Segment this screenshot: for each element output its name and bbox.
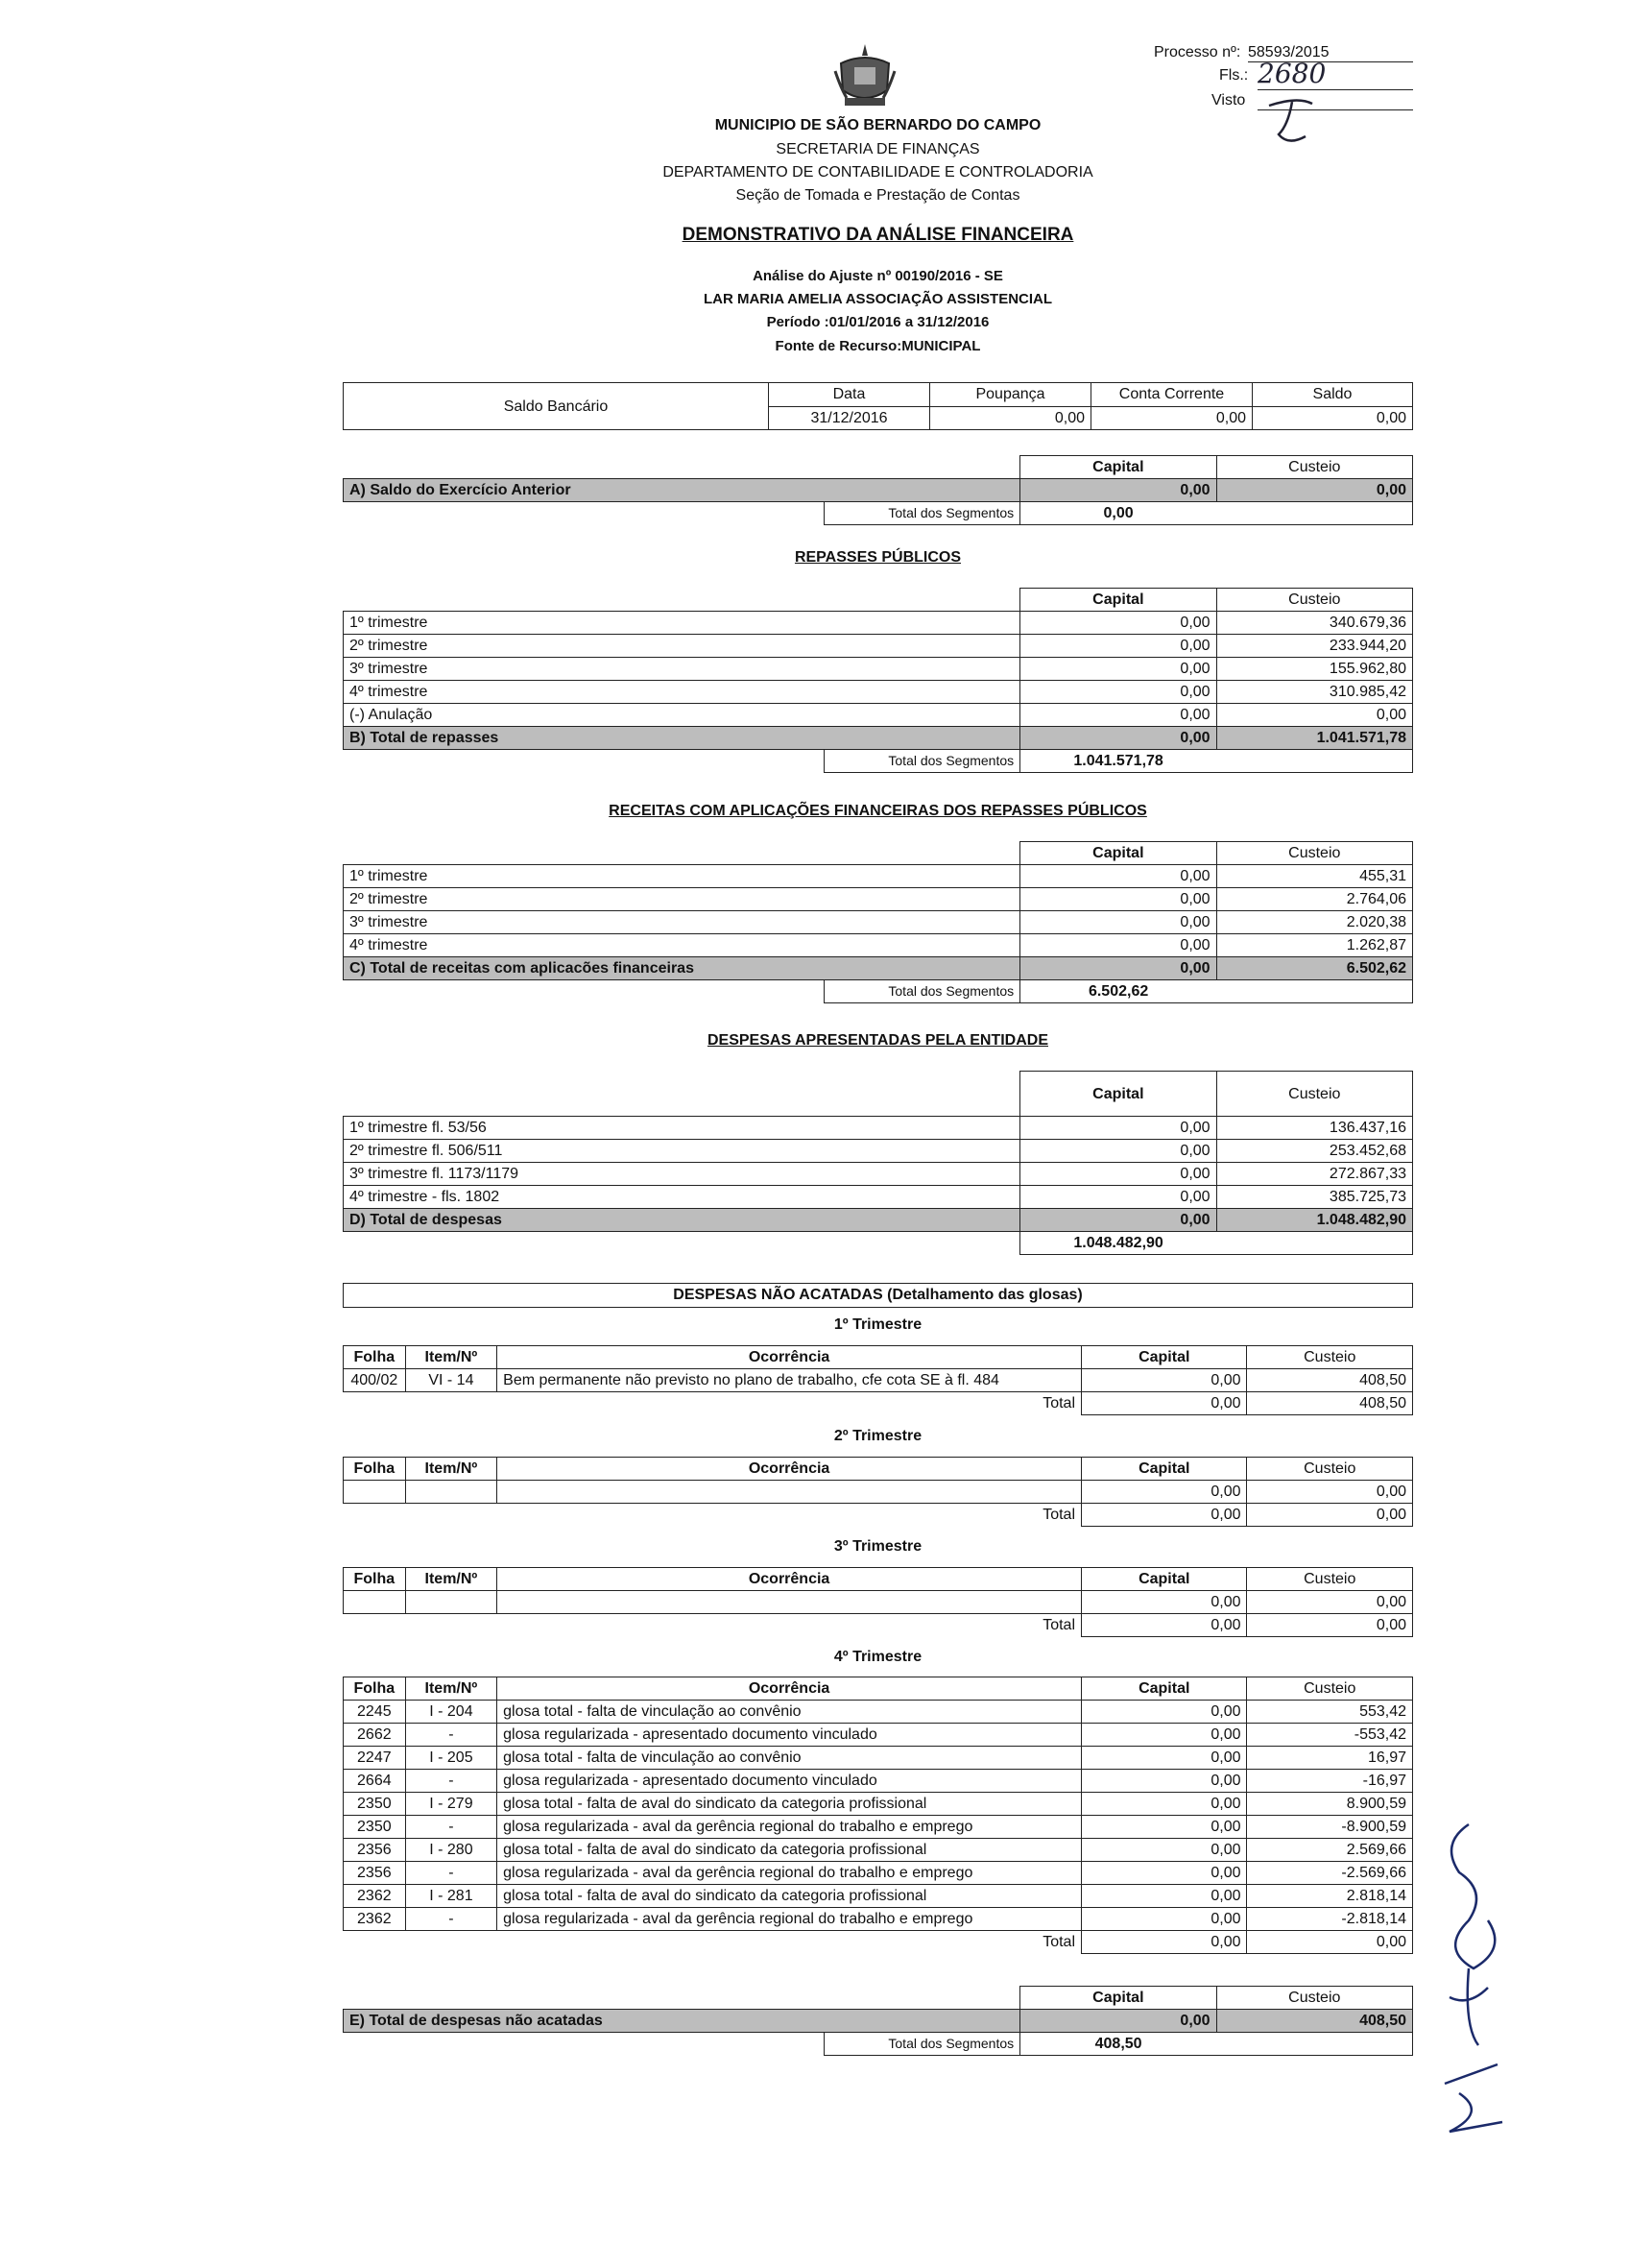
capital-header: Capital <box>1020 589 1216 612</box>
total-nao-acatadas-label: E) Total de despesas não acatadas <box>344 2010 1020 2033</box>
header-analise: Análise do Ajuste nº 00190/2016 - SE <box>753 268 1003 284</box>
glosas-t4-title: 4º Trimestre <box>833 1649 923 1665</box>
repasses-table <box>343 588 1413 773</box>
saldo-anterior-label: A) Saldo do Exercício Anterior <box>344 479 1020 502</box>
table-row: 0,00 0,00 <box>344 1481 1413 1504</box>
header-fonte: Fonte de Recurso:MUNICIPAL <box>775 338 981 354</box>
total-repasses-label: B) Total de repasses <box>344 727 1020 750</box>
despesas-total: 1.048.482,90 <box>1020 1232 1216 1255</box>
table-row: 2662 - glosa regularizada - apresentado documento vinculado 0,00 -553,42 <box>344 1724 1413 1747</box>
custeio-header: Custeio <box>1216 456 1412 479</box>
receitas-table <box>343 841 1413 1003</box>
saldo-data: 31/12/2016 <box>769 406 930 430</box>
table-row: 1º trimestre 0,00 455,31 <box>344 865 1413 888</box>
total-receitas-capital: 0,00 <box>1020 957 1216 980</box>
table-row: 4º trimestre - fls. 1802 0,00 385.725,73 <box>344 1186 1413 1209</box>
total-receitas-label: C) Total de receitas com aplicacões financeiras <box>344 957 1020 980</box>
saldo-header-poupanca: Poupança <box>930 383 1091 407</box>
process-label: Processo nº: <box>1154 44 1241 60</box>
saldo-bancario-label: Saldo Bancário <box>344 383 769 430</box>
total-segmentos-label: Total dos Segmentos <box>825 750 1020 773</box>
saldo-anterior-custeio: 0,00 <box>1216 479 1412 502</box>
table-row: 2º trimestre 0,00 2.764,06 <box>344 888 1413 911</box>
saldo-anterior-table <box>343 455 1413 525</box>
table-row: 400/02 VI - 14 Bem permanente não previsto no plano de trabalho, cfe cota SE à fl. 484 0,00 408,50 <box>344 1369 1413 1392</box>
table-row: 2245 I - 204 glosa total - falta de vinculação ao convênio 0,00 553,42 <box>344 1701 1413 1724</box>
total-segmentos-label: Total dos Segmentos <box>825 2033 1020 2056</box>
saldo-header-conta: Conta Corrente <box>1091 383 1253 407</box>
custeio-header: Custeio <box>1216 842 1412 865</box>
header-departamento: DEPARTAMENTO DE CONTABILIDADE E CONTROLADORIA <box>662 164 1093 181</box>
total-segmentos-label: Total dos Segmentos <box>825 502 1020 525</box>
capital-header: Capital <box>1020 1072 1216 1117</box>
fls-label: Fls.: <box>1219 67 1249 84</box>
despesas-nao-acatadas-table <box>343 1986 1413 2056</box>
saldo-header-saldo: Saldo <box>1253 383 1413 407</box>
glosas-t3-table: Folha Item/Nº Ocorrência Capital Custeio 0,00 0,00 Total 0,00 0,00 <box>343 1567 1413 1637</box>
repasses-total-segmentos: 1.041.571,78 <box>1020 750 1216 773</box>
saldo-anterior-capital: 0,00 <box>1020 479 1216 502</box>
table-row: 2356 - glosa regularizada - aval da gerência regional do trabalho e emprego 0,00 -2.569,66 <box>344 1862 1413 1885</box>
custeio-header: Custeio <box>1216 589 1412 612</box>
header-municipio: MUNICIPIO DE SÃO BERNARDO DO CAMPO <box>714 117 1042 133</box>
table-row: 1º trimestre 0,00 340.679,36 <box>344 612 1413 635</box>
nao-acatadas-total-segmentos: 408,50 <box>1020 2033 1216 2056</box>
glosas-title: DESPESAS NÃO ACATADAS (Detalhamento das glosas) <box>343 1283 1413 1308</box>
receitas-total-segmentos: 6.502,62 <box>1020 980 1216 1003</box>
visto-signature-icon <box>1259 77 1327 158</box>
glosas-t2-table: Folha Item/Nº Ocorrência Capital Custeio 0,00 0,00 Total 0,00 0,00 <box>343 1457 1413 1527</box>
table-row: 2º trimestre 0,00 233.944,20 <box>344 635 1413 658</box>
total-receitas-custeio: 6.502,62 <box>1216 957 1412 980</box>
fls-handwritten: 2680 <box>1258 58 1413 90</box>
total-nao-acatadas-custeio: 408,50 <box>1216 2010 1412 2033</box>
table-row: 3º trimestre 0,00 2.020,38 <box>344 911 1413 934</box>
glosas-t1-title: 1º Trimestre <box>833 1316 923 1333</box>
repasses-title: REPASSES PÚBLICOS <box>794 549 962 566</box>
table-row: 2247 I - 205 glosa total - falta de vinculação ao convênio 0,00 16,97 <box>344 1747 1413 1770</box>
table-row: 2º trimestre fl. 506/511 0,00 253.452,68 <box>344 1140 1413 1163</box>
glosas-t1-table: Folha Item/Nº Ocorrência Capital Custeio 400/02 VI - 14 Bem permanente não previsto no plano de trabalho, cfe cota SE à fl. 484 0,00 408,50 Total 0,00 408,50 <box>343 1345 1413 1415</box>
margin-signature-icon <box>1430 1805 1517 2156</box>
table-row: 2350 - glosa regularizada - aval da gerência regional do trabalho e emprego 0,00 -8.900,59 <box>344 1816 1413 1839</box>
visto-label: Visto <box>1211 92 1246 109</box>
total-nao-acatadas-capital: 0,00 <box>1020 2010 1216 2033</box>
capital-header: Capital <box>1020 456 1216 479</box>
capital-header: Capital <box>1020 842 1216 865</box>
saldo-poupanca: 0,00 <box>930 406 1091 430</box>
process-number: 58593/2015 <box>1248 44 1413 62</box>
table-row: 4º trimestre 0,00 310.985,42 <box>344 681 1413 704</box>
table-row: 4º trimestre 0,00 1.262,87 <box>344 934 1413 957</box>
total-despesas-capital: 0,00 <box>1020 1209 1216 1232</box>
glosas-t4-table: Folha Item/Nº Ocorrência Capital Custeio 2245 I - 204 glosa total - falta de vinculação ao convênio 0,00 553,42 2662 - glosa regularizada - apresentado documento vinculado 0,00 -553,42 2247 I - 205 glosa total - falta de vinculação ao convênio 0,00 16,97 2664 - glosa regularizada - apresentado documento vinculado 0,00 -16,97 2350 I - 279 glosa total - falta de aval do sindicato da categoria profissional 0,00 8.900,59 2350 - glosa regularizada - aval da gerência regional do trabalho e emprego 0,00 -8.900,59 2356 I - 280 glosa total - falta de aval do sindicato da categoria profissional 0,00 2.569,66 2356 - glosa regularizada - aval da gerência regional do trabalho e emprego 0,00 -2.569,66 2362 I - 281 glosa total - falta de aval do sindicato da categoria profissional 0,00 2.818,14 2362 - glosa regularizada - aval da gerência regional do trabalho e emprego 0,00 -2.818,14 Total 0,00 0,00 <box>343 1677 1413 1954</box>
total-despesas-label: D) Total de despesas <box>344 1209 1020 1232</box>
saldo-header-data: Data <box>769 383 930 407</box>
table-row: 1º trimestre fl. 53/56 0,00 136.437,16 <box>344 1117 1413 1140</box>
header-entidade: LAR MARIA AMELIA ASSOCIAÇÃO ASSISTENCIAL <box>703 291 1053 307</box>
despesas-title: DESPESAS APRESENTADAS PELA ENTIDADE <box>707 1032 1048 1049</box>
glosas-t3-title: 3º Trimestre <box>833 1538 923 1555</box>
saldo-conta: 0,00 <box>1091 406 1253 430</box>
header-secretaria: SECRETARIA DE FINANÇAS <box>776 141 980 157</box>
table-row: 3º trimestre fl. 1173/1179 0,00 272.867,33 <box>344 1163 1413 1186</box>
table-row: (-) Anulação 0,00 0,00 <box>344 704 1413 727</box>
document-title: DEMONSTRATIVO DA ANÁLISE FINANCEIRA <box>682 225 1074 245</box>
total-repasses-custeio: 1.041.571,78 <box>1216 727 1412 750</box>
table-row: 2362 I - 281 glosa total - falta de aval do sindicato da categoria profissional 0,00 2.818,14 <box>344 1885 1413 1908</box>
despesas-table <box>343 1071 1413 1255</box>
total-segmentos-label: Total dos Segmentos <box>825 980 1020 1003</box>
custeio-header: Custeio <box>1216 1987 1412 2010</box>
table-row: 2356 I - 280 glosa total - falta de aval do sindicato da categoria profissional 0,00 2.569,66 <box>344 1839 1413 1862</box>
receitas-title: RECEITAS COM APLICAÇÕES FINANCEIRAS DOS REPASSES PÚBLICOS <box>609 803 1147 819</box>
saldo-bancario-table <box>343 382 1413 430</box>
saldo-saldo: 0,00 <box>1253 406 1413 430</box>
glosas-t2-title: 2º Trimestre <box>833 1428 923 1444</box>
table-row: 2350 I - 279 glosa total - falta de aval do sindicato da categoria profissional 0,00 8.900,59 <box>344 1793 1413 1816</box>
header-secao: Seção de Tomada e Prestação de Contas <box>735 187 1020 204</box>
table-row: 2362 - glosa regularizada - aval da gerência regional do trabalho e emprego 0,00 -2.818,14 <box>344 1908 1413 1931</box>
total-despesas-custeio: 1.048.482,90 <box>1216 1209 1412 1232</box>
table-row: 2664 - glosa regularizada - apresentado documento vinculado 0,00 -16,97 <box>344 1770 1413 1793</box>
capital-header: Capital <box>1020 1987 1216 2010</box>
coat-of-arms-icon <box>833 42 897 109</box>
header-periodo: Período :01/01/2016 a 31/12/2016 <box>766 314 990 330</box>
table-row: 0,00 0,00 <box>344 1591 1413 1614</box>
custeio-header: Custeio <box>1216 1072 1412 1117</box>
total-repasses-capital: 0,00 <box>1020 727 1216 750</box>
table-row: 3º trimestre 0,00 155.962,80 <box>344 658 1413 681</box>
saldo-anterior-total: 0,00 <box>1020 502 1216 525</box>
